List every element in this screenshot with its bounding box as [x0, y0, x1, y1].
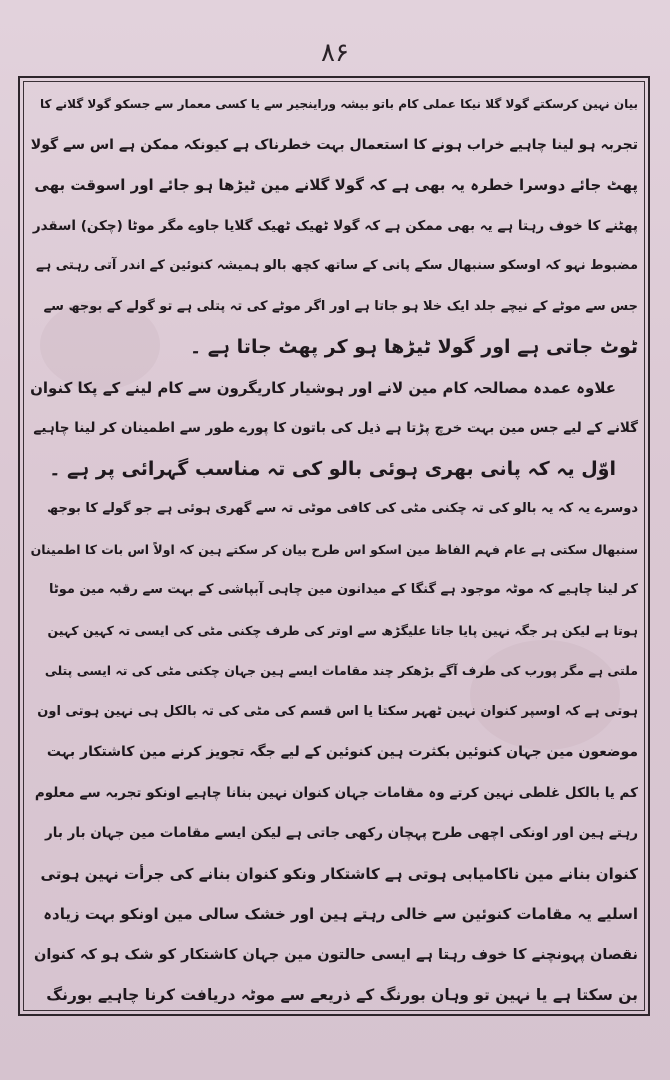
- text-line: پھٹنے کا خوف رہتا ہے یہ بھی ممکن ہے کہ گولا ٹھیک ٹھیک گلایا جاوے مگر موٹا (چکن) اسقدر: [32, 217, 638, 234]
- text-line: کم یا بالکل غلطی نہین کرتے وہ مقامات جہان کنوان نہین بنانا چاہیے اونکو تجربہ سے معلوم: [34, 784, 638, 801]
- text-line: کنوان بنانے مین ناکامیابی ہوتی ہے کاشتکار ونکو کنوان بنانے کی جرأت نہین ہوتی: [40, 864, 638, 883]
- text-line: پھٹ جائے دوسرا خطرہ یہ بھی ہے کہ گولا گلانے مین ٹیڑھا ہو جائے اور اسوقت بھی: [34, 176, 638, 194]
- text-line: بیان نہین کرسکتے گولا گلا نیکا عملی کام باتو بیشہ وراینجیر سے یا کسی معمار سے جسکو گولا گلانے کا: [39, 97, 638, 111]
- text-line: جس سے موٹے کے نیچے جلد ایک خلا ہو جاتا ہے اور اگر موٹے کی تہ پتلی ہے تو گولے کے بوجھ سے: [43, 298, 638, 314]
- text-line: سنبھال سکتی ہے عام فہم الفاظ مین اسکو اس طرح بیان کر سکتے ہین کہ اولاً اس بات کا اطمینان: [30, 541, 638, 557]
- text-line: موضعون مین جہان کنوئین بکثرت ہین کنوئین کے لیے جگہ تجویز کرنے مین کاشتکار بہت: [46, 744, 638, 760]
- body-text: [30, 84, 638, 1016]
- paragraph-start-line: اوّل یہ کہ پانی بھری ہوئی بالو کی تہ مناسب گہرائی پر ہے ۔: [49, 457, 616, 480]
- text-line: مضبوط نہو کہ اوسکو سنبھال سکے پانی کے ساتھ کچھ بالو ہمیشہ کنوئین کے اندر آتی رہتی ہے: [35, 258, 638, 273]
- text-line: ہوتی ہے کہ اوسپر کنوان نہین ٹھہر سکتا یا اس قسم کی مٹی کی تہ بالکل ہی نہین ہوتی اون: [37, 703, 638, 719]
- text-line: ملتی ہے مگر پورب کی طرف آگے بڑھکر چند مقامات ایسے ہین جہان چکنی مٹی کی تہ ایسی پتلی: [44, 663, 638, 678]
- text-line: دوسرے یہ کہ یہ بالو کی تہ چکنی مٹی کی کافی موٹی تہ سے گھری ہوئی ہے جو گولے کا بوجھ: [47, 501, 638, 516]
- text-line: تجربہ ہو لینا چاہیے خراب ہونے کا استعمال بہت خطرناک ہے کیونکہ ممکن ہے اس سے گولا: [30, 136, 638, 153]
- page-number: ۸۶: [321, 38, 349, 68]
- text-line: اسلیے یہ مقامات کنوئین سے خالی رہتے ہین اور خشک سالی مین اونکو بہت زیادہ: [43, 905, 638, 923]
- text-line: نقصان پہونچنے کا خوف رہتا ہے ایسی حالتون مین جہان کاشتکار کو شک ہو کہ کنوان: [33, 946, 638, 963]
- text-line: رہتے ہین اور اونکی اچھی طرح پہچان رکھی جاتی ہے لیکن ایسے مقامات مین جہان بار بار: [45, 825, 638, 841]
- text-line: بن سکتا ہے یا نہین تو وہان بورنگ کے ذریعے سے موٹہ دریافت کرنا چاہیے بورنگ: [46, 986, 638, 1004]
- paragraph-start-line: علاوہ عمدہ مصالحہ کام مین لانے اور ہوشیار کاریگرون سے کام لینے کے پکا کنوان: [30, 378, 616, 397]
- text-line: کر لینا چاہیے کہ موٹہ موجود ہے گنگا کے میدانون مین چاہی آبپاشی کے بہت سے رقبہ مین موٹا: [48, 582, 638, 597]
- text-frame: [18, 76, 650, 1016]
- text-line: ٹوٹ جاتی ہے اور گولا ٹیڑھا ہو کر پھٹ جاتا ہے ۔: [190, 336, 638, 358]
- text-line: ہوتا ہے لیکن ہر جگہ نہین پایا جاتا علیگڑھ سے اوتر کی طرف چکنی مٹی کی ایسی تہ کہین کہین: [47, 622, 638, 638]
- text-line: گلانے کے لیے جس مین بہت خرچ پڑتا ہے ذیل کی باتون کا پورے طور سے اطمینان کر لینا چاہیے: [33, 420, 638, 436]
